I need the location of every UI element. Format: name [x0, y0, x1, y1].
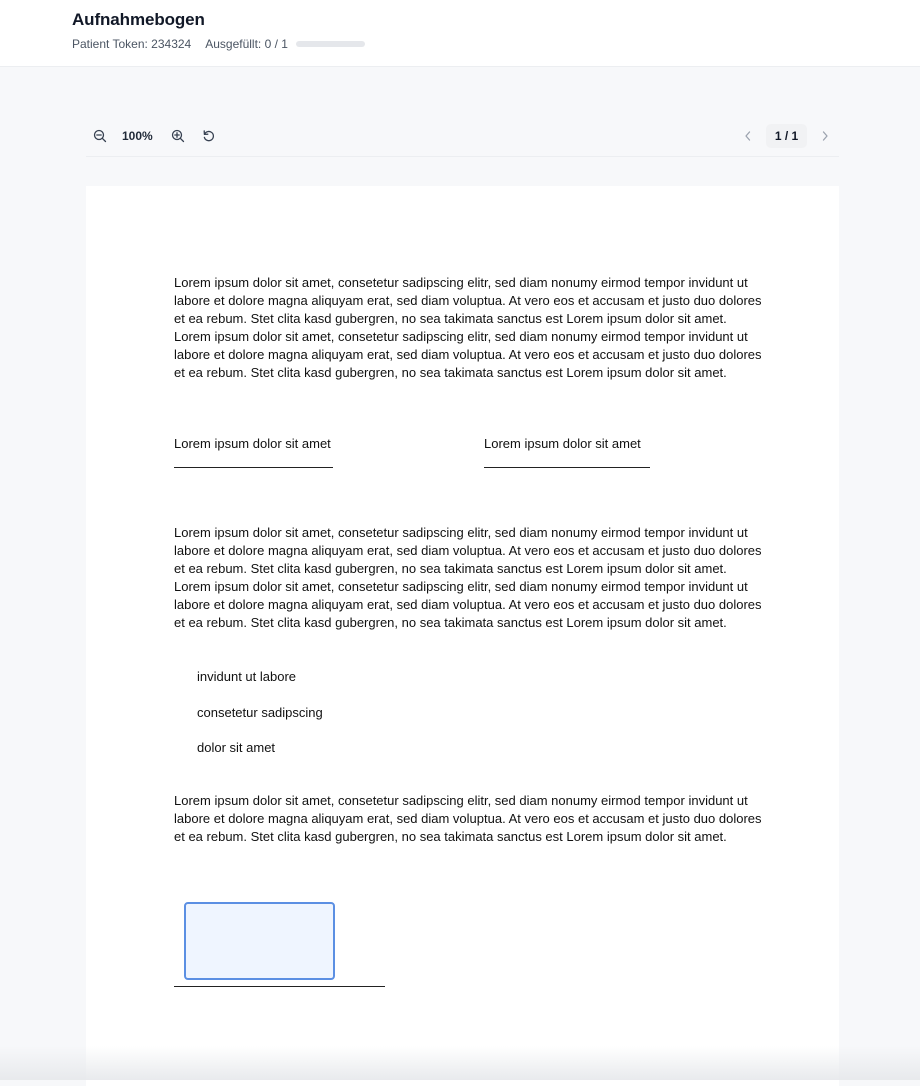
- field-label-right: Lorem ipsum dolor sit amet: [484, 436, 641, 451]
- chevron-left-icon: [743, 130, 753, 142]
- prev-page-button[interactable]: [739, 127, 757, 145]
- field-label-left: Lorem ipsum dolor sit amet: [174, 436, 331, 451]
- signature-input-field[interactable]: [184, 902, 335, 980]
- field-line-right: [484, 467, 650, 468]
- next-page-button[interactable]: [816, 127, 834, 145]
- pdf-toolbar: [86, 117, 839, 157]
- patient-token: Patient Token: 234324: [72, 37, 192, 51]
- zoom-out-button[interactable]: [91, 127, 109, 145]
- list-item: dolor sit amet: [197, 740, 276, 755]
- form-meta: [72, 37, 365, 51]
- zoom-out-icon: [93, 129, 107, 143]
- filled-count: Ausgefüllt: 0 / 1: [205, 37, 288, 51]
- document-paragraph: Lorem ipsum dolor sit amet, consetetur sadipscing elitr, sed diam nonumy eirmod tempor invidunt ut labore et dolore magna aliquyam erat, sed diam voluptua. At vero eos et accusam et justo duo dolores et ea rebum. Stet clita kasd gubergren, no sea takimata sanctus est Lorem ipsum dolor sit amet. Lorem ipsum dolor sit amet, consetetur sadipscing elitr, sed diam nonumy eirmod tempor invidunt ut labore et dolore magna aliquyam erat, sed diam voluptua. At vero eos et accusam et justo duo dolores et ea rebum. Stet clita kasd gubergren, no sea takimata sanctus est Lorem ipsum dolor sit amet.: [174, 275, 762, 380]
- zoom-in-icon: [171, 129, 185, 143]
- rotate-ccw-icon: [202, 129, 216, 143]
- app-header: [0, 0, 920, 67]
- field-line-left: [174, 467, 333, 468]
- zoom-in-button[interactable]: [169, 127, 187, 145]
- signature-line: [174, 986, 385, 987]
- fill-progress-bar: [296, 41, 365, 47]
- list-item: invidunt ut labore: [197, 669, 297, 684]
- document-paragraph: Lorem ipsum dolor sit amet, consetetur sadipscing elitr, sed diam nonumy eirmod tempor invidunt ut labore et dolore magna aliquyam erat, sed diam voluptua. At vero eos et accusam et justo duo dolores et ea rebum. Stet clita kasd gubergren, no sea takimata sanctus est Lorem ipsum dolor sit amet. Lorem ipsum dolor sit amet, consetetur sadipscing elitr, sed diam nonumy eirmod tempor invidunt ut labore et dolore magna aliquyam erat, sed diam voluptua. At vero eos et accusam et justo duo dolores et ea rebum. Stet clita kasd gubergren, no sea takimata sanctus est Lorem ipsum dolor sit amet.: [174, 525, 762, 630]
- zoom-level: 100%: [122, 129, 153, 143]
- chevron-right-icon: [820, 130, 830, 142]
- page-indicator: 1 / 1: [766, 124, 807, 148]
- page-title: Aufnahmebogen: [72, 10, 205, 29]
- reset-zoom-button[interactable]: [200, 127, 218, 145]
- pdf-page: [86, 186, 839, 1086]
- list-item: consetetur sadipscing: [197, 705, 323, 720]
- document-paragraph: Lorem ipsum dolor sit amet, consetetur sadipscing elitr, sed diam nonumy eirmod tempor invidunt ut labore et dolore magna aliquyam erat, sed diam voluptua. At vero eos et accusam et justo duo dolores et ea rebum. Stet clita kasd gubergren, no sea takimata sanctus est Lorem ipsum dolor sit amet.: [174, 793, 762, 844]
